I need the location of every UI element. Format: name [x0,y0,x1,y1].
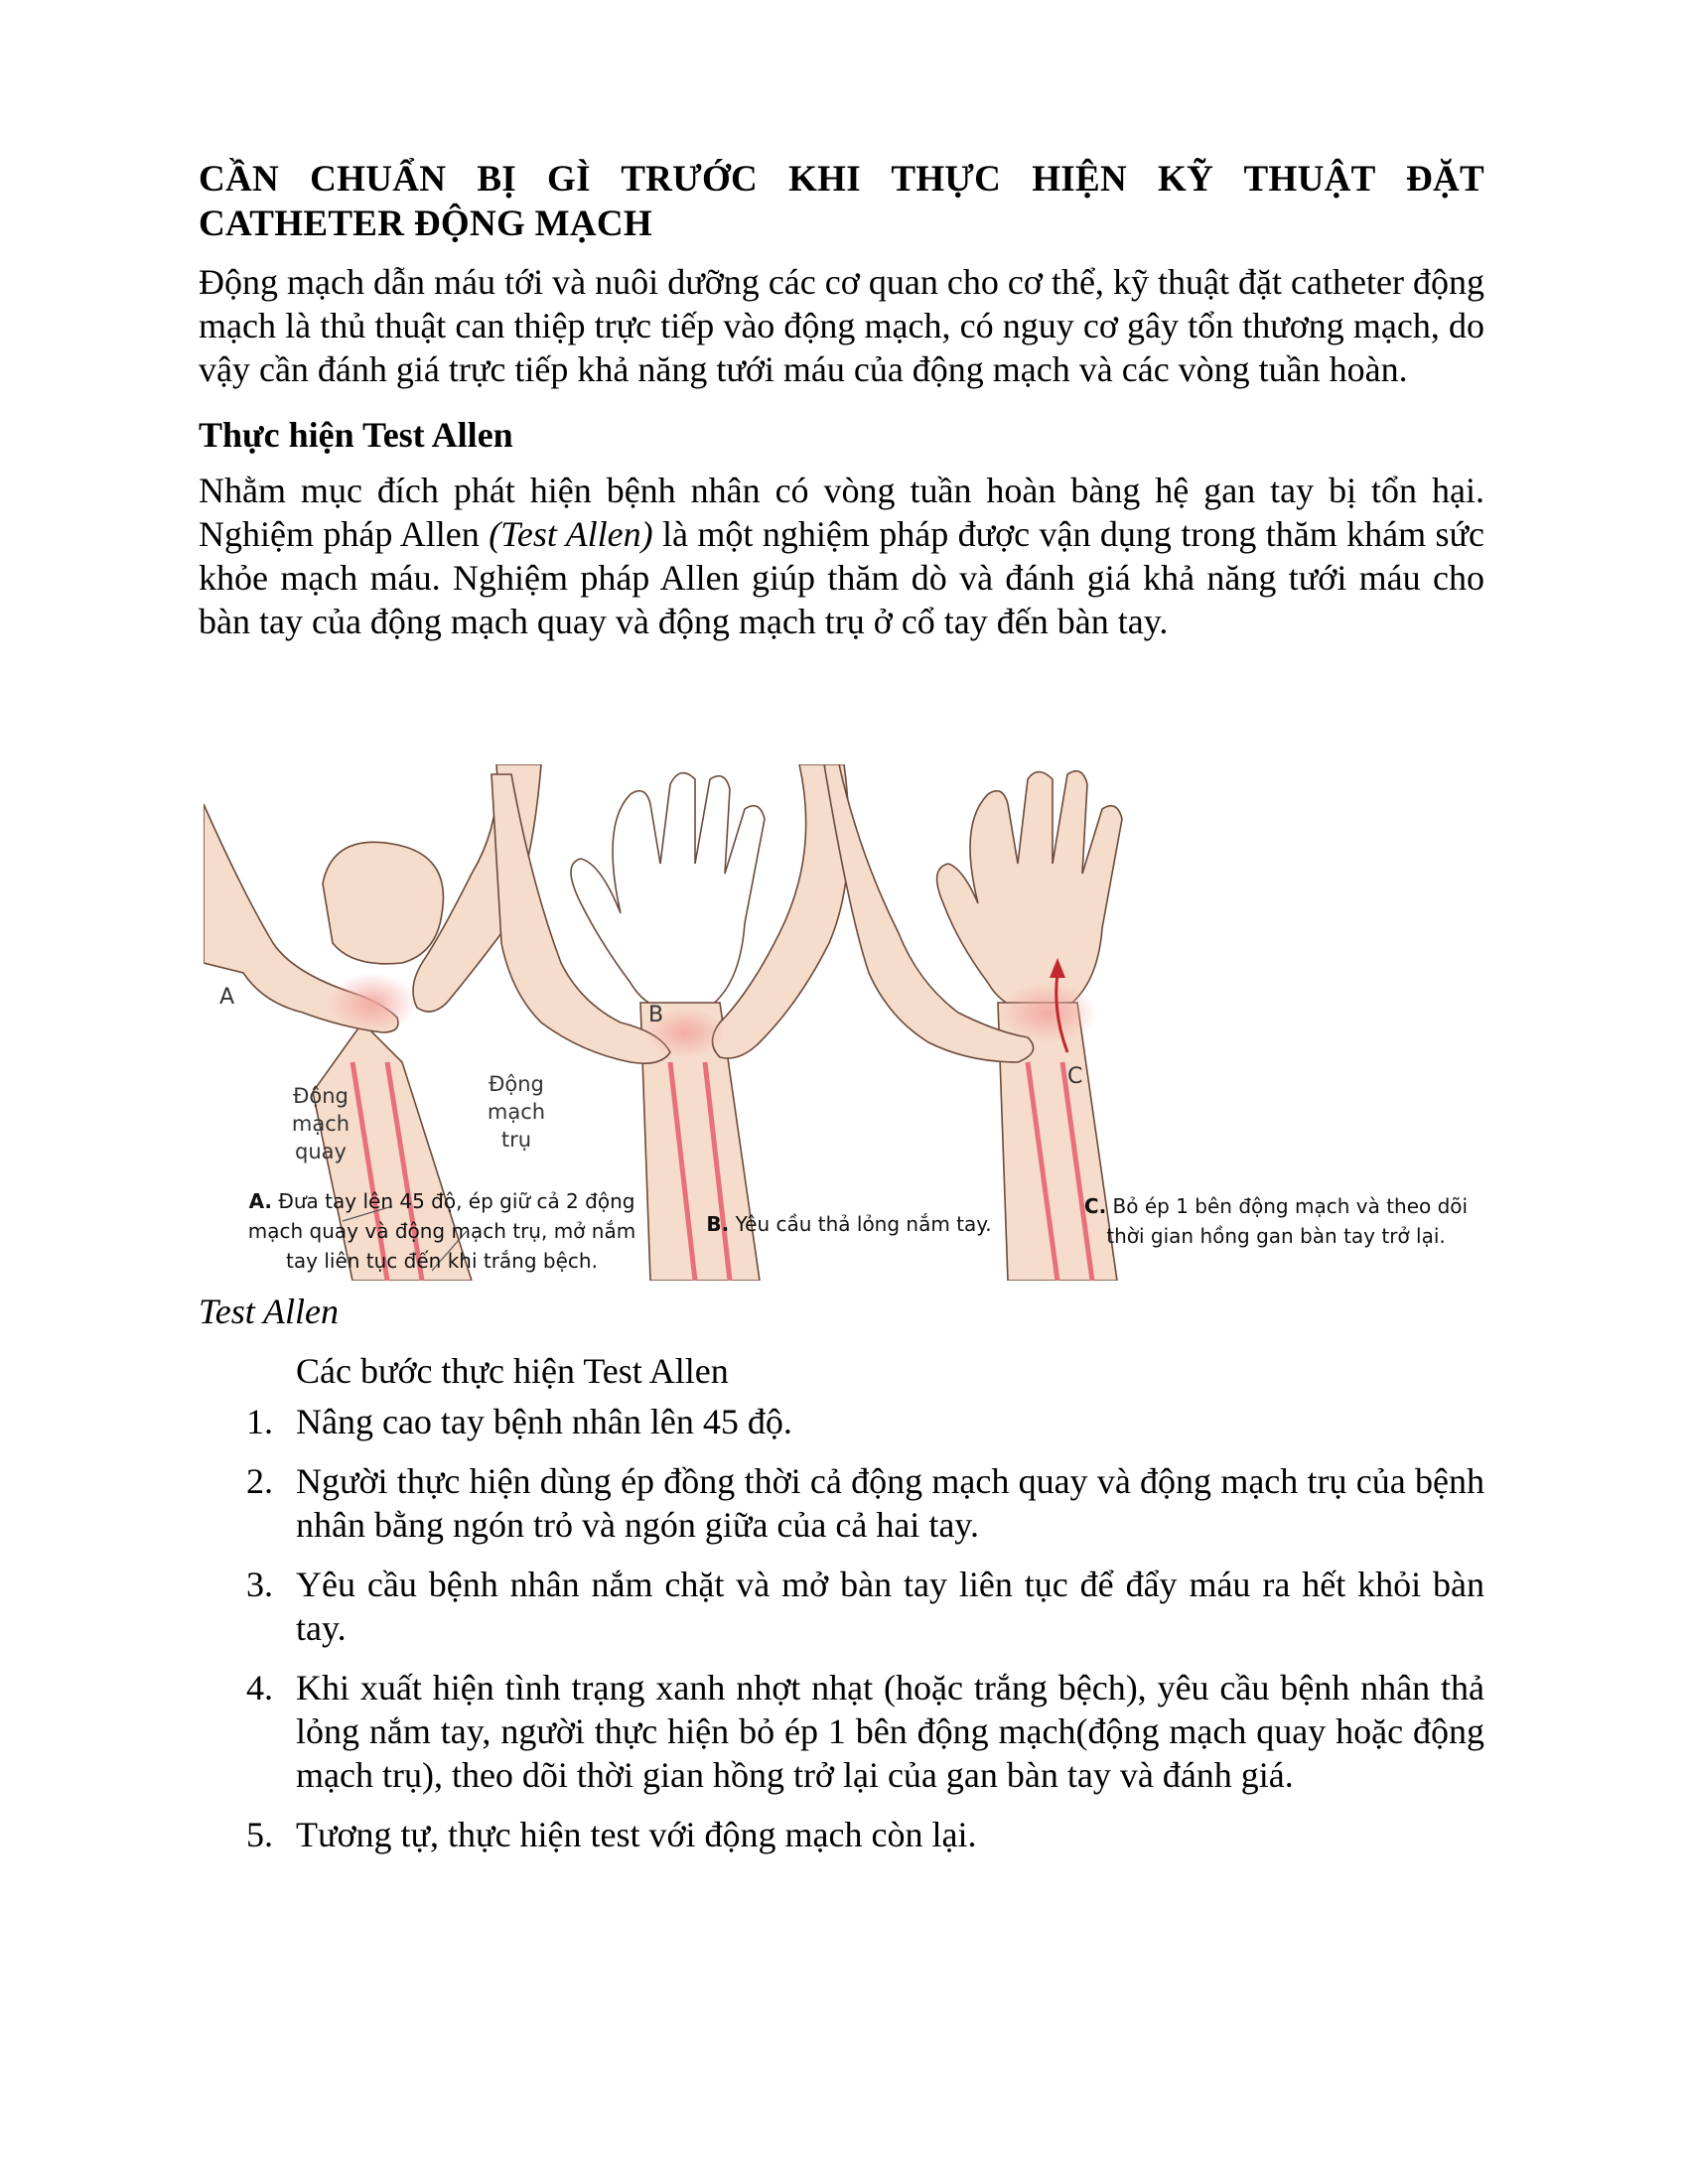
step-text: Yêu cầu bệnh nhân nắm chặt và mở bàn tay liên tục để đẩy máu ra hết khỏi bàn tay. [296,1565,1484,1648]
caption-b-letter: B. [706,1212,730,1236]
section-sentence-2-italic: (Test Allen) [489,514,653,554]
section-heading: Thực hiện Test Allen [199,415,513,455]
step-number: 3. [246,1565,273,1604]
section-sentence-2-pre: Nghiệm pháp Allen [199,514,490,554]
list-item [199,1563,1484,1650]
section-paragraph [199,469,1484,643]
caption-b [660,1209,1038,1239]
step-number: 2. [246,1461,273,1501]
step-number: 4. [246,1668,273,1707]
step-text: Nâng cao tay bệnh nhân lên 45 độ. [296,1402,792,1441]
panel-a-letter: A [219,985,235,1010]
section-sentence-1: Nhằm mục đích phát hiện bệnh nhân có vòng tuần hoàn bàng hệ gan tay bị tổn hại. [199,471,1484,510]
caption-a-letter: A. [248,1189,273,1213]
document-body [199,157,1484,643]
list-item [199,1666,1484,1797]
step-number: 5. [246,1815,273,1854]
panel-b-letter: B [648,1003,664,1027]
step-text: Khi xuất hiện tình trạng xanh nhợt nhạt (hoặc trắng bệch), yêu cầu bệnh nhân thả lỏng nắm tay, người thực hiện bỏ ép 1 bên động mạch(động mạch quay hoặc động mạch trụ), theo dõi thời gian hồng trở lại của gan bàn tay và đánh giá. [296,1668,1484,1795]
label-ulnar-artery: Động mạch trụ [487,1072,546,1152]
caption-c-text: Bỏ ép 1 bên động mạch và theo dõi thời gian hồng gan bàn tay trở lại. [1106,1194,1469,1248]
caption-b-text: Yêu cầu thả lỏng nắm tay. [735,1212,992,1236]
steps-list [199,1400,1484,1872]
label-radial-artery: Động mạch quay [291,1084,351,1163]
list-item [199,1400,1484,1443]
caption-a [233,1186,650,1276]
allen-test-figure [204,764,1484,1281]
list-item [199,1459,1484,1547]
step-text: Tương tự, thực hiện test với động mạch còn lại. [296,1815,977,1854]
caption-c-letter: C. [1083,1194,1107,1218]
steps-intro: Các bước thực hiện Test Allen [296,1351,729,1391]
step-number: 1. [246,1402,273,1441]
step-text: Người thực hiện dùng ép đồng thời cả động mạch quay và động mạch trụ của bệnh nhân bằng ngón trỏ và ngón giữa của cả hai tay. [296,1461,1484,1545]
list-item [199,1813,1484,1856]
section-sentence-2-post: là một nghiệm pháp được vận dụng trong thăm khám sức khỏe mạch máu. Nghiệm pháp Allen giúp thăm dò và đánh giá khả năng tưới máu cho bàn tay của động mạch quay và động mạch trụ ở cổ tay đến bàn tay. [199,514,1485,641]
page-title: CẦN CHUẨN BỊ GÌ TRƯỚC KHI THỰC HIỆN KỸ THUẬT ĐẶT CATHETER ĐỘNG MẠCH [199,159,1484,244]
intro-paragraph: Động mạch dẫn máu tới và nuôi dưỡng các cơ quan cho cơ thể, kỹ thuật đặt catheter động mạch là thủ thuật can thiệp trực tiếp vào động mạch, có nguy cơ gây tổn thương mạch, do vậy cần đánh giá trực tiếp khả năng tưới máu của động mạch và các vòng tuần hoàn. [199,262,1484,389]
caption-a-text: Đưa tay lên 45 độ, ép giữ cả 2 động mạch quay và động mạch trụ, mở nắm tay liên tục đến khi trắng bệch. [247,1189,636,1273]
panel-c-letter: C [1067,1064,1083,1089]
caption-c [1077,1191,1475,1251]
figure-title: Test Allen [199,1292,340,1331]
